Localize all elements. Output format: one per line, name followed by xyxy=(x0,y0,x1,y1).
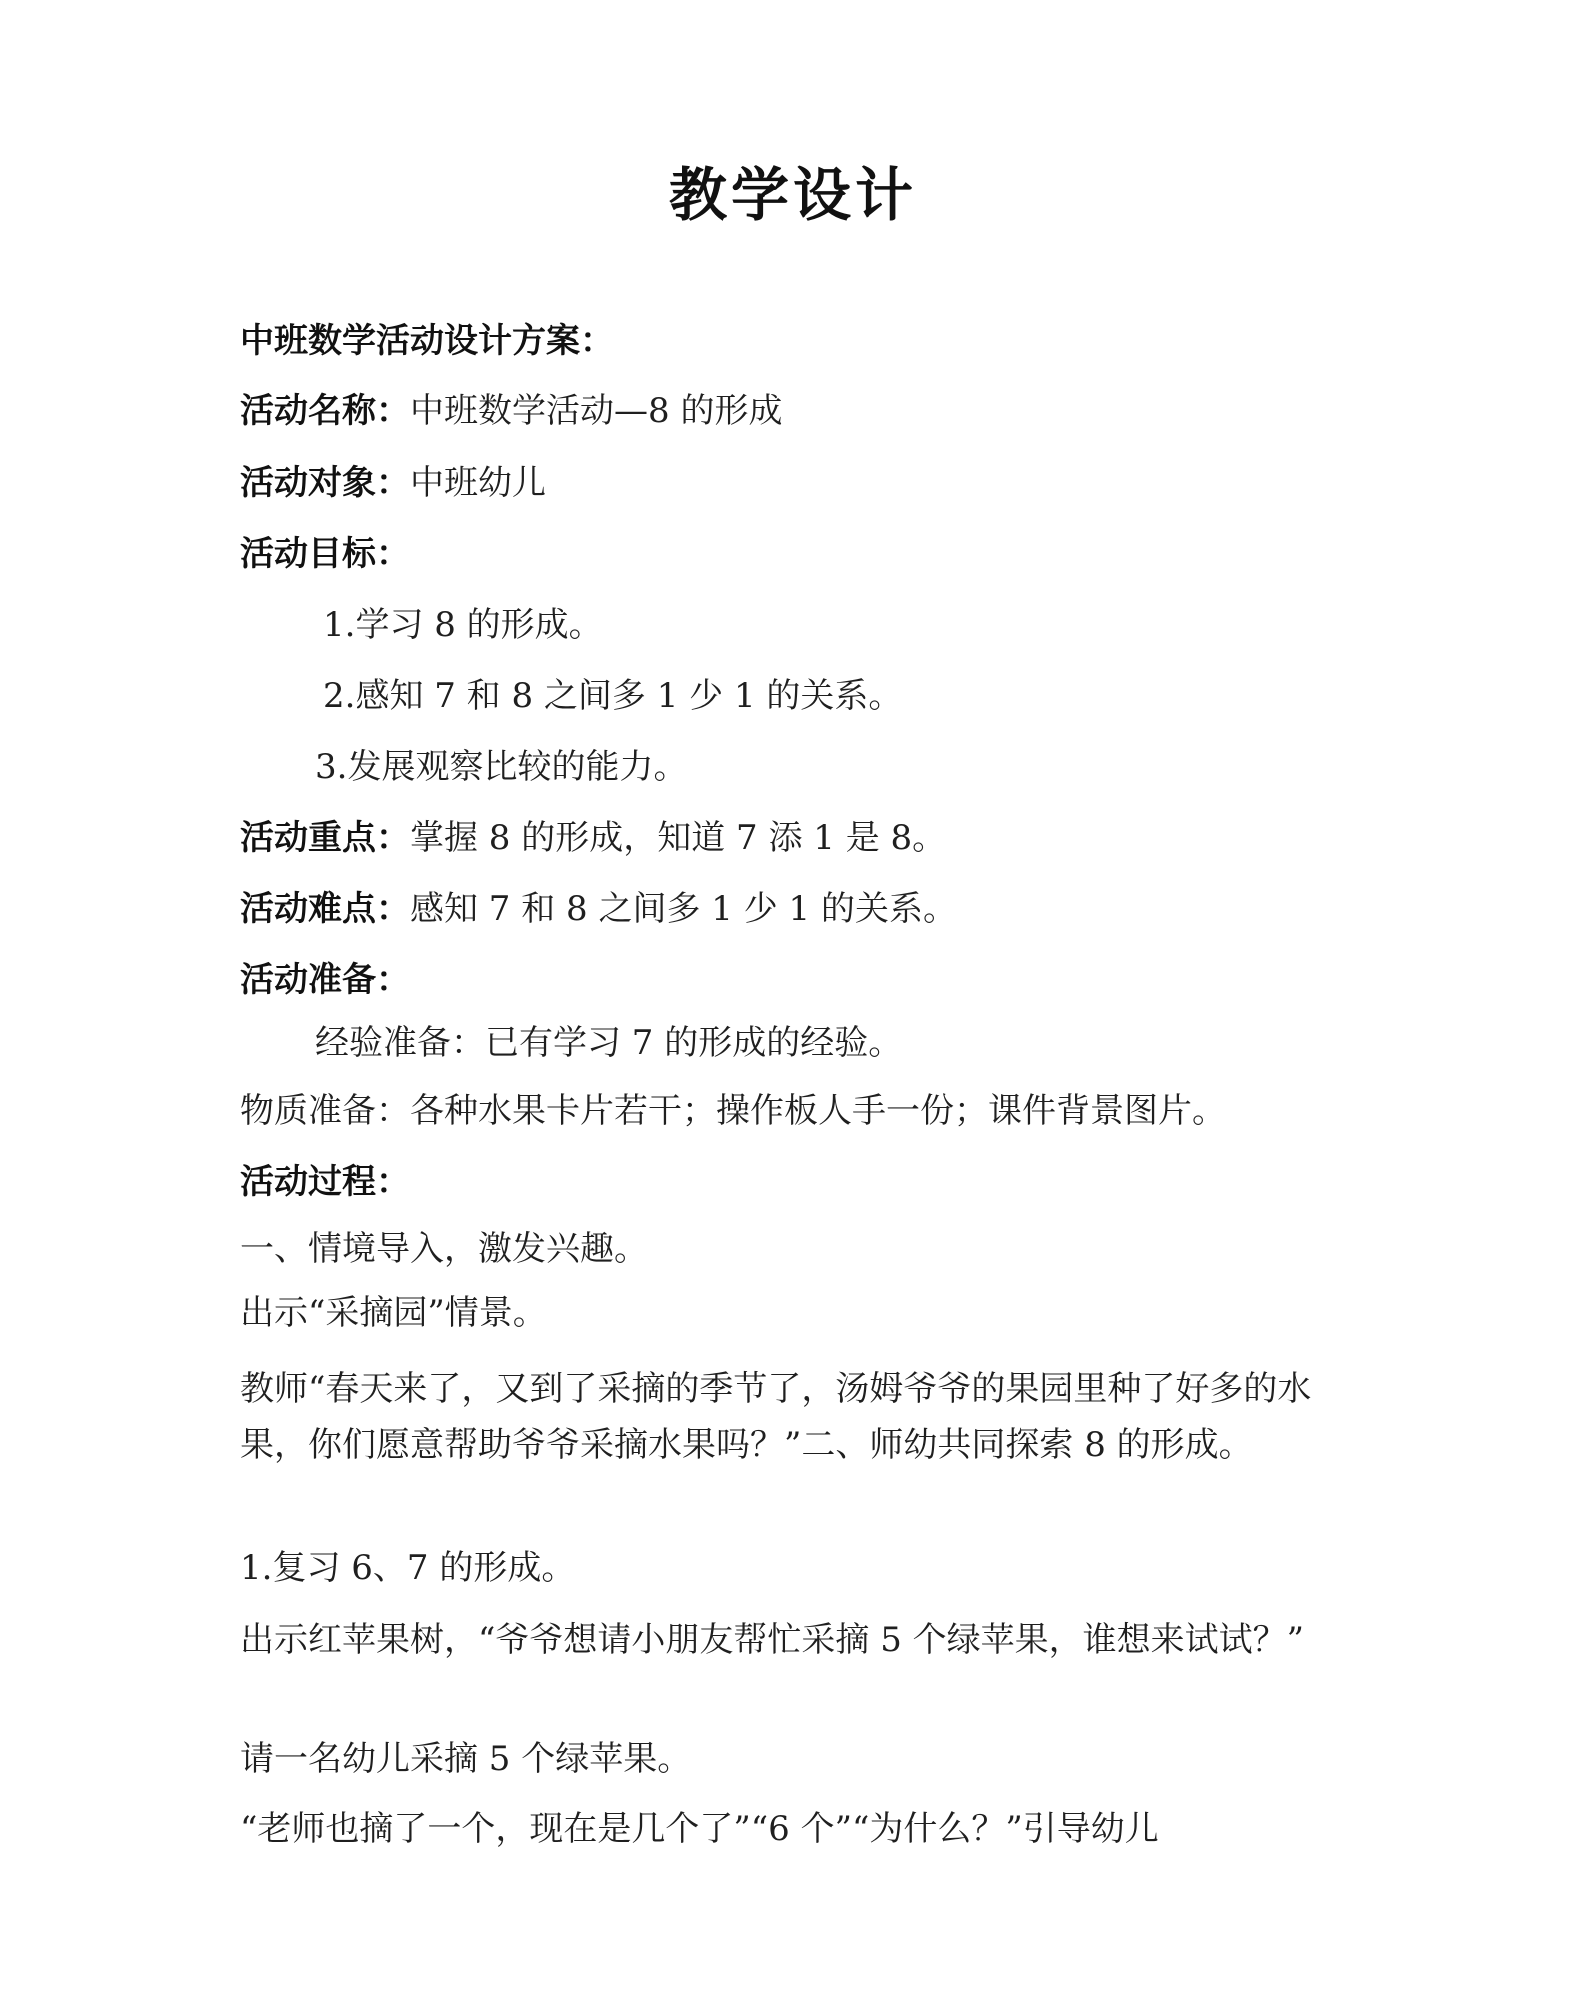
key-point-label: 活动重点： xyxy=(240,818,410,858)
material-preparation: 物质准备：各种水果卡片若干；操作板人手一份；课件背景图片。 xyxy=(240,1091,1226,1131)
key-point-value: 掌握 8 的形成，知道 7 添 1 是 8。 xyxy=(410,818,947,858)
difficulty-value: 感知 7 和 8 之间多 1 少 1 的关系。 xyxy=(410,889,957,929)
experience-preparation: 经验准备：已有学习 7 的形成的经验。 xyxy=(315,1023,903,1063)
difficulty-label: 活动难点： xyxy=(240,889,410,929)
difficulty-row xyxy=(240,886,1360,932)
process-teacher-intro: 教师“春天来了，又到了采摘的季节了，汤姆爷爷的果园里种了好多的水果，你们愿意帮助爷爷采摘水果吗？”二、师幼共同探索 8 的形成。 xyxy=(240,1369,1312,1465)
process-show-scene: 出示“采摘园”情景。 xyxy=(240,1293,547,1333)
process-label: 活动过程： xyxy=(240,1162,410,1202)
activity-target-value: 中班幼儿 xyxy=(410,463,546,503)
goal-item: 3.发展观察比较的能力。 xyxy=(315,747,688,787)
plan-heading: 中班数学活动设计方案： xyxy=(240,321,614,361)
process-teacher-pick: “老师也摘了一个，现在是几个了”“6 个”“为什么？”引导幼儿 xyxy=(240,1809,1159,1849)
process-pick: 请一名幼儿采摘 5 个绿苹果。 xyxy=(240,1739,692,1779)
activity-target-label: 活动对象： xyxy=(240,463,410,503)
activity-name-label: 活动名称： xyxy=(240,391,410,431)
process-review: 1.复习 6、7 的形成。 xyxy=(240,1548,576,1588)
preparation-label: 活动准备： xyxy=(240,960,410,1000)
activity-name-value: 中班数学活动—8 的形成 xyxy=(410,391,783,431)
key-point-row xyxy=(240,815,1360,861)
activity-goals-label: 活动目标： xyxy=(240,534,410,574)
goal-item: 1.学习 8 的形成。 xyxy=(323,605,603,645)
process-show-tree: 出示红苹果树，“爷爷想请小朋友帮忙采摘 5 个绿苹果，谁想来试试？” xyxy=(240,1620,1305,1660)
page-title: 教学设计 xyxy=(668,161,917,229)
activity-target-row xyxy=(240,460,1360,506)
activity-name-row xyxy=(240,388,1360,434)
goal-item: 2.感知 7 和 8 之间多 1 少 1 的关系。 xyxy=(323,676,903,716)
process-step-1: 一、情境导入，激发兴趣。 xyxy=(240,1229,648,1269)
